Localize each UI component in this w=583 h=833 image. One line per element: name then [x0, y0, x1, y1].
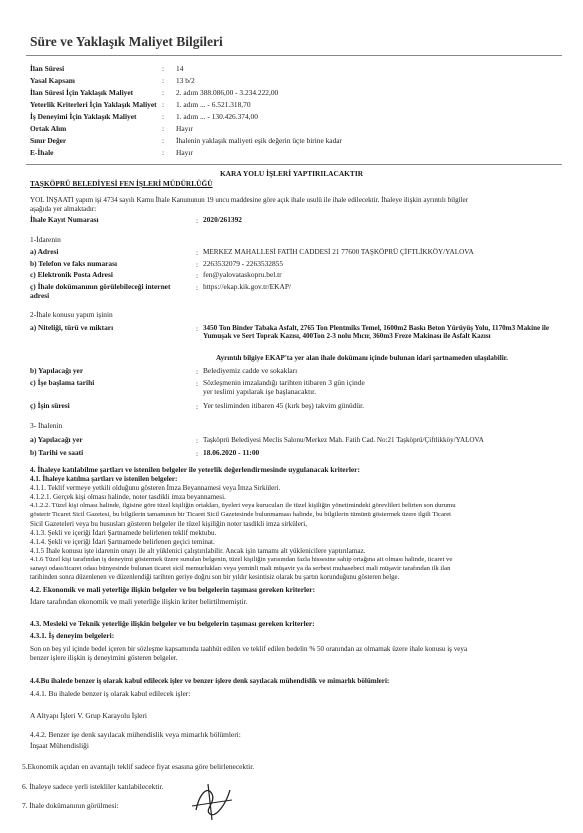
item-7: 7. İhale dokümanının görülmesi: — [22, 801, 119, 810]
subsection-text: İdare tarafından ekonomik ve mali yeterliğe ilişkin kriter belirtilmemiştir. — [30, 597, 248, 606]
list-item: 4.1.2.2. Tüzel kişi olması halinde, ilgisine göre tüzel kişiliğin ortakları, üyeleri veya kurucuları ile tüzel kişiliğin yönetimindeki görevlileri belirten son durumu — [30, 502, 456, 509]
subsection-title: 4.3.1. İş deneyim belgeleri: — [30, 631, 115, 640]
subsection-title: 4.2. Ekonomik ve mali yeterliğe ilişkin belgeler ve bu belgelerin taşıması gereken kriterler: — [30, 585, 316, 594]
authority-name: TAŞKÖPRÜ BELEDİYESİ FEN İŞLERİ MÜDÜRLÜĞÜ — [30, 179, 213, 188]
subsection-text: 4.4.1. Bu ihalede benzer iş olarak kabul edilecek işler: — [30, 689, 191, 698]
notice-heading: KARA YOLU İŞLERİ YAPTIRILACAKTIR — [219, 169, 364, 178]
section-title: 1-İdarenin — [30, 235, 61, 244]
work-label: a) Niteliği, türü ve miktarı — [30, 323, 114, 332]
work-label: c) İşe başlama tarihi — [30, 378, 95, 387]
list-item: 4.1. İhaleye katılma şartları ve istenilen belgeler: — [30, 475, 178, 483]
work-label: ç) İşin süresi — [30, 401, 70, 410]
colon: : — [196, 324, 199, 333]
colon: : — [196, 402, 199, 411]
start-date-text: yer teslimi yapılarak işe başlanacaktır. — [203, 387, 317, 396]
engineering-dept-value: İnşaat Mühendisliği — [30, 741, 89, 750]
subsection-title: 4.4.Bu ihalede benzer iş olarak kabul edilecek işler ve benzer işlere denk sayılacak mühendislik ve mimarlık bölümleri: — [30, 677, 390, 685]
admin-label: a) Adresi — [30, 247, 59, 256]
similar-work-value: A Altyapı İşleri V. Grup Karayolu İşleri — [30, 711, 147, 720]
section-title: 3- İhalenin — [30, 421, 63, 430]
list-item: 4.1.4. Şekli ve içeriği İdari Şartnamede belirlenen geçici teminat. — [30, 538, 215, 546]
colon: : — [162, 148, 165, 157]
section-title: 2-İhale konusu yapım işinin — [30, 310, 113, 319]
info-label: Sınır Değer — [30, 136, 67, 145]
info-label: Ortak Alım — [30, 124, 67, 133]
colon: : — [162, 88, 165, 97]
list-item: Sicil Gazeteleri veya bu hususları gösteren belgeler ile tüzel kişiliğin noter tasdikli imza sirküleri, — [30, 520, 307, 528]
subsection-text: 4.4.2. Benzer işe denk sayılacak mühendislik veya mimarlık bölümleri: — [30, 730, 241, 739]
info-label: Yasal Kapsam — [30, 76, 75, 85]
info-label: İlan Süresi — [30, 64, 65, 73]
list-item: 4.1.3. Şekli ve içeriği İdari Şartnamede belirlenen teklif mektubu. — [30, 529, 217, 537]
colon: : — [196, 436, 199, 445]
list-item: 4.1.1. Teklif vermeye yetkili olduğunu gösteren İmza Beyannamesi veya İmza Sirküleri. — [30, 484, 281, 492]
colon: : — [162, 112, 165, 121]
intro-text: aşağıda yer almaktadır: — [30, 205, 97, 213]
colon: : — [162, 100, 165, 109]
ikn-label: İhale Kayıt Numarası — [30, 215, 99, 224]
colon: : — [196, 367, 199, 376]
list-item: 4.1.2.1. Gerçek kişi olması halinde, noter tasdikli imza beyannamesi. — [30, 493, 226, 501]
admin-label: c) Elektronik Posta Adresi — [30, 270, 113, 279]
ikn-value: 2020/261392 — [203, 215, 243, 224]
colon: : — [196, 260, 199, 269]
work-note: Ayrıntılı bilgiye EKAP'ta yer alan ihale dokümanı içinde bulunan idari şartnameden ulaşılabilir. — [216, 354, 508, 362]
info-value: Hayır — [176, 124, 193, 133]
info-label: Yeterlik Kriterleri İçin Yaklaşık Maliyet — [30, 100, 157, 109]
admin-website-link[interactable]: https://ekap.kik.gov.tr/EKAP/ — [203, 282, 291, 291]
info-value: 14 — [176, 64, 184, 73]
item-6: 6. İhaleye sadece yerli istekliler katılabilecektir. — [22, 782, 164, 791]
page-title: Süre ve Yaklaşık Maliyet Bilgileri — [30, 34, 223, 49]
list-item: gösterir Ticaret Sicil Gazetesi, bu bilgilerin tamamının bir Ticaret Sicil Gazetesinde bulunmaması halinde, bu bilgilerin tümünü göstermek üzere ilgili Ticaret — [30, 511, 452, 518]
list-item: 4.1.5 İhale konusu işte idarenin onayı ile alt yüklenici çalıştırılabilir. Ancak işin tamamı alt yüklenicilere yaptırılamaz. — [30, 547, 366, 555]
admin-email: fen@yalovataskopru.bel.tr — [203, 270, 282, 279]
subsection-title: 4.3. Mesleki ve Teknik yeterliğe ilişkin belgeler ve bu belgelerin taşıması gereken kriterler: — [30, 619, 315, 628]
signature-mark — [186, 780, 236, 822]
tender-location: Taşköprü Belediyesi Meclis Salonu/Merkez Mah. Fatih Cad. No:21 Taşköprü/Çiftlikköy/YALOVA — [203, 436, 484, 444]
list-item: 4.1.6 Tüzel kişi tarafından iş deneyimi göstermek üzere sunulan belgenin, tüzel kişiliğin yarısından fazla hissesine sahip ortağına ait olması halinde, ticaret ve — [30, 556, 453, 563]
admin-phone: 2263532079 - 2263532855 — [203, 259, 284, 268]
info-value: 2. adım 388.086,00 - 3.234.222,00 — [176, 88, 279, 97]
colon: : — [162, 76, 165, 85]
section-title: 4. İhaleye katılabilme şartları ve istenilen belgeler ile yeterlik değerlendirmesinde uygulanacak kriterler: — [30, 465, 360, 474]
admin-address: MERKEZ MAHALLESİ FATİH CADDESİ 21 77600 TAŞKÖPRÜ ÇİFTLİKKÖY/YALOVA — [203, 248, 474, 256]
colon: : — [162, 136, 165, 145]
info-label: İş Deneyimi İçin Yaklaşık Maliyet — [30, 112, 137, 121]
section-divider — [26, 164, 562, 165]
admin-label: b) Telefon ve faks numarası — [30, 259, 118, 268]
list-item: tarihinden sonra düzenlenen ve düzenlendiği tarihten geriye doğru son bir yıldır kesintisiz olarak bu şartın korunduğunu gösteren belge. — [30, 574, 400, 581]
tender-label: b) Tarihi ve saati — [30, 448, 84, 457]
info-value: Hayır — [176, 148, 193, 157]
colon: : — [196, 283, 199, 292]
intro-text: YOL İNŞAATI yapım işi 4734 sayılı Kamu İhale Kanununun 19 uncu maddesine göre açık ihale usulü ile ihale edilecektir. İhaleye ilişkin ayrıntılı bilgiler — [30, 196, 469, 204]
work-location: Belediyemiz cadde ve sokakları — [203, 366, 298, 375]
colon: : — [196, 379, 199, 388]
colon: : — [196, 271, 199, 280]
info-label: İlan Süresi İçin Yaklaşık Maliyet — [30, 88, 134, 97]
info-value: 13 b/2 — [176, 76, 195, 85]
colon: : — [162, 124, 165, 133]
work-duration: Yer tesliminden itibaren 45 (kırk beş) takvim günüdür. — [203, 401, 364, 410]
admin-label: ç) İhale dokümanının görülebileceği internet — [30, 282, 171, 291]
list-item: sanayi odası/ticaret odası bünyesinde bulunan ticaret sicil memurlukları veya yeminli mali müşavir ya da serbest muhasebeci mali müşavir tarafından ilk ilan — [30, 565, 451, 572]
work-description: 3450 Ton Binder Tabaka Asfalt, 2765 Ton Plentmiks Temel, 1600m2 Baskı Beton Yürüyüş Yolu, 1170m3 Makine ile Yumuşak ve Sert Toprak Kazısı, 400Ton 2-3 nolu Mıcır, 360m3 Freze Makinası ile Asfalt Kazısı — [203, 324, 550, 341]
item-5: 5.Ekonomik açıdan en avantajlı teklif sadece fiyat esasına göre belirlenecektir. — [22, 762, 255, 771]
admin-label-continued: adresi — [30, 291, 50, 300]
colon: : — [196, 216, 199, 225]
colon: : — [196, 248, 199, 257]
work-label: b) Yapılacağı yer — [30, 366, 84, 375]
info-label: E-İhale — [30, 148, 54, 157]
info-value: İhalenin yaklaşık maliyeti eşik değerin üçte birine kadar — [176, 136, 343, 145]
colon: : — [162, 64, 165, 73]
tender-datetime: 18.06.2020 - 11:00 — [203, 448, 260, 457]
tender-label: a) Yapılacağı yer — [30, 435, 83, 444]
subsection-text: benzer işlere ilişkin iş deneyimini gösteren belgeler. — [30, 654, 178, 662]
info-value: 1. adım ... - 6.521.318,70 — [176, 100, 251, 109]
start-date-text: Sözleşmenin imzalandığı tarihten itibaren 3 gün içinde — [203, 378, 365, 387]
title-divider — [26, 55, 562, 56]
subsection-text: Son on beş yıl içinde bedel içeren bir sözleşme kapsamında taahhüt edilen ve teklif edilen bedelin % 50 oranından az olmamak üzere ihale konusu iş veya — [30, 645, 468, 653]
colon: : — [196, 449, 199, 458]
info-value: 1. adım ... - 130.426.374,00 — [176, 112, 258, 121]
